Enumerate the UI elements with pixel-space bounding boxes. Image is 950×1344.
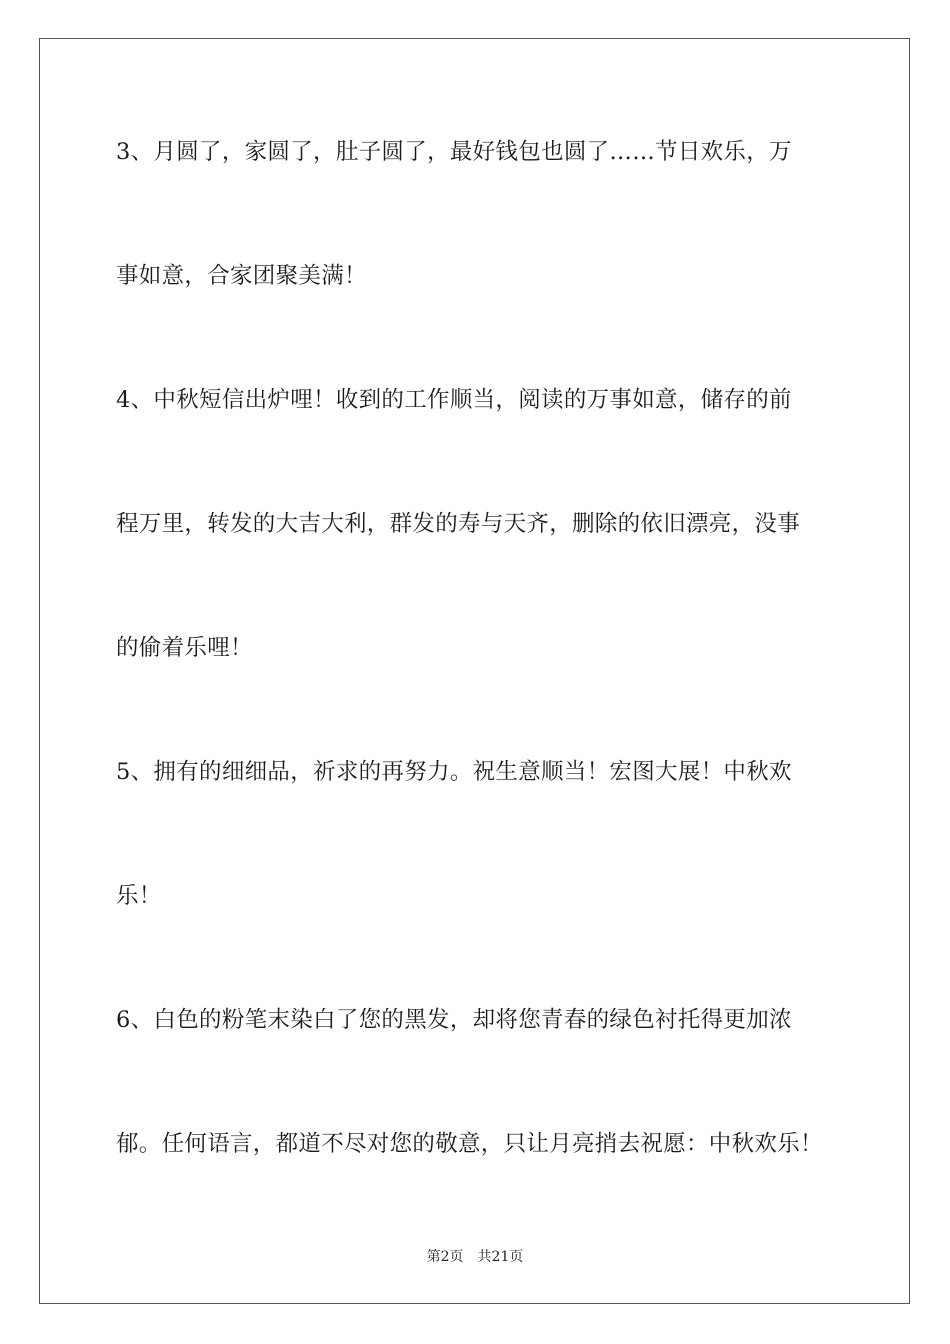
text-line-4: 程万里，转发的大吉大利，群发的寿与天齐，删除的依旧漂亮，没事 <box>116 511 801 537</box>
page-total: 共21页 <box>477 1249 524 1265</box>
text-line-8: 6、白色的粉笔末染白了您的黑发，却将您青春的绿色衬托得更加浓 <box>116 1007 792 1033</box>
page-number: 第2页 <box>426 1249 464 1265</box>
text-line-1: 3、月圆了，家圆了，肚子圆了，最好钱包也圆了……节日欢乐，万 <box>116 139 792 165</box>
text-line-7: 乐！ <box>116 883 162 909</box>
text-line-6: 5、拥有的细细品，祈求的再努力。祝生意顺当！宏图大展！中秋欢 <box>116 759 792 785</box>
text-line-9: 郁。任何语言，都道不尽对您的敬意，只让月亮捎去祝愿：中秋欢乐！ <box>116 1131 823 1157</box>
text-line-2: 事如意，合家团聚美满！ <box>116 263 367 289</box>
text-line-5: 的偷着乐哩！ <box>116 635 253 661</box>
page-footer <box>0 1247 950 1267</box>
page-border <box>39 38 910 1304</box>
text-line-3: 4、中秋短信出炉哩！收到的工作顺当，阅读的万事如意，储存的前 <box>116 387 792 413</box>
